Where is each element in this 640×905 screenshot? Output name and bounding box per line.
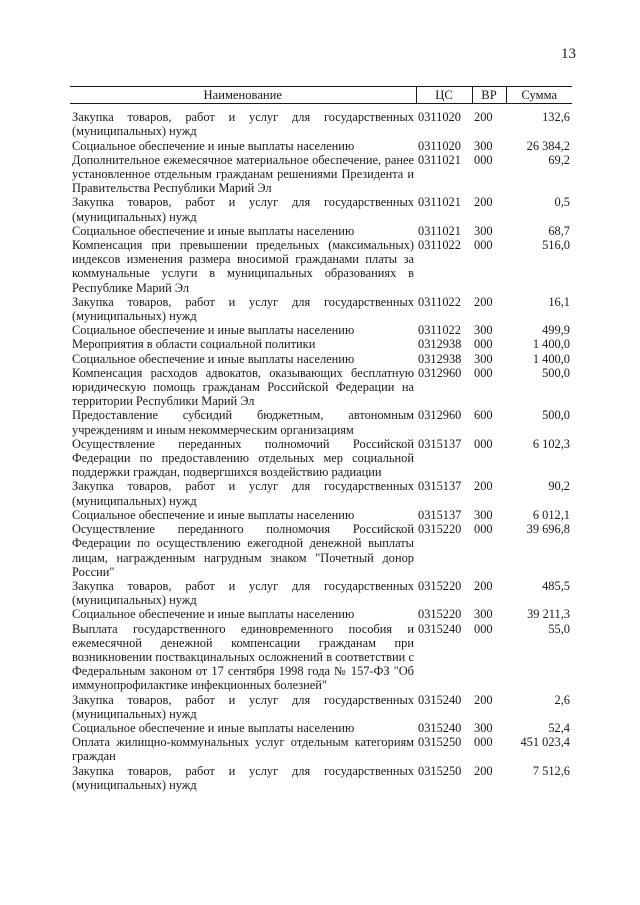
row-cs: 0315250 bbox=[418, 735, 462, 750]
table-row bbox=[70, 721, 572, 735]
row-name: Компенсация при превышении предельных (максимальных) индексов изменения размера вносимой гражданами платы за коммунальные услуги в муниципальных образованиях в Республике Марий Эл bbox=[72, 238, 414, 295]
row-vr: 000 bbox=[474, 337, 493, 352]
row-vr: 600 bbox=[474, 408, 493, 423]
row-vr: 200 bbox=[474, 195, 493, 210]
row-vr: 200 bbox=[474, 294, 493, 309]
row-cs: 0312960 bbox=[418, 408, 462, 423]
row-name: Социальное обеспечение и иные выплаты населению bbox=[72, 607, 355, 622]
row-sum: 52,4 bbox=[548, 720, 570, 735]
row-sum: 55,0 bbox=[548, 621, 570, 636]
row-sum: 16,1 bbox=[548, 294, 570, 309]
header-sum: Сумма bbox=[506, 87, 572, 104]
table-row bbox=[70, 764, 572, 792]
row-vr: 200 bbox=[474, 578, 493, 593]
row-cs: 0315220 bbox=[418, 522, 462, 537]
row-sum: 1 400,0 bbox=[532, 351, 570, 366]
row-sum: 500,0 bbox=[542, 408, 570, 423]
row-cs: 0311022 bbox=[418, 238, 461, 253]
row-sum: 500,0 bbox=[542, 365, 570, 380]
row-vr: 200 bbox=[474, 479, 493, 494]
row-sum: 6 102,3 bbox=[532, 436, 570, 451]
table-row bbox=[70, 139, 572, 153]
table-row bbox=[70, 479, 572, 507]
row-name: Закупка товаров, работ и услуг для государственных (муниципальных) нужд bbox=[72, 692, 414, 721]
row-sum: 132,6 bbox=[542, 110, 570, 125]
table-row bbox=[70, 366, 572, 409]
row-name: Закупка товаров, работ и услуг для государственных (муниципальных) нужд bbox=[72, 294, 414, 324]
table-row bbox=[70, 579, 572, 607]
row-vr: 300 bbox=[474, 507, 493, 522]
row-cs: 0315137 bbox=[418, 507, 462, 522]
row-name: Социальное обеспечение и иные выплаты населению bbox=[72, 323, 355, 338]
row-cs: 0311021 bbox=[418, 195, 461, 210]
row-name: Мероприятия в области социальной политики bbox=[72, 337, 316, 352]
row-vr: 000 bbox=[474, 365, 493, 380]
row-vr: 300 bbox=[474, 720, 493, 735]
row-cs: 0311020 bbox=[418, 138, 461, 153]
row-name: Дополнительное ежемесячное материальное обеспечение, ранее установленное отдельным гражданам решениями Президента и Правительства Республики Марий Эл bbox=[72, 152, 414, 196]
row-cs: 0315250 bbox=[418, 763, 462, 778]
row-vr: 000 bbox=[474, 522, 493, 537]
row-name: Осуществление переданного полномочия Российской Федерации по осуществлению ежегодной денежной выплаты лицам, награжденным нагрудным знаком "Почетный донор России" bbox=[72, 522, 414, 579]
header-name: Наименование bbox=[70, 87, 416, 104]
row-sum: 499,9 bbox=[542, 323, 570, 338]
row-name: Закупка товаров, работ и услуг для государственных (муниципальных) нужд bbox=[72, 479, 414, 508]
row-vr: 300 bbox=[474, 351, 493, 366]
table-row bbox=[70, 508, 572, 522]
table-row bbox=[70, 153, 572, 196]
table-body bbox=[70, 104, 572, 792]
row-cs: 0311020 bbox=[418, 110, 461, 125]
row-cs: 0315240 bbox=[418, 621, 462, 636]
row-cs: 0311021 bbox=[418, 223, 461, 238]
row-vr: 300 bbox=[474, 323, 493, 338]
row-cs: 0311022 bbox=[418, 294, 461, 309]
table-row bbox=[70, 337, 572, 351]
row-name: Закупка товаров, работ и услуг для государственных (муниципальных) нужд bbox=[72, 763, 414, 792]
row-sum: 485,5 bbox=[542, 578, 570, 593]
row-name: Социальное обеспечение и иные выплаты населению bbox=[72, 351, 355, 366]
table-row bbox=[70, 104, 572, 139]
header-vr: ВР bbox=[472, 87, 506, 104]
row-vr: 200 bbox=[474, 110, 493, 125]
row-vr: 200 bbox=[474, 692, 493, 707]
page-number: 13 bbox=[561, 46, 576, 62]
row-sum: 451 023,4 bbox=[520, 735, 570, 750]
row-name: Закупка товаров, работ и услуг для государственных (муниципальных) нужд bbox=[72, 195, 414, 224]
table-row bbox=[70, 693, 572, 721]
row-vr: 000 bbox=[474, 238, 493, 253]
row-sum: 2,6 bbox=[554, 692, 570, 707]
table-row bbox=[70, 522, 572, 579]
row-sum: 516,0 bbox=[542, 238, 570, 253]
table-row bbox=[70, 352, 572, 366]
table-row bbox=[70, 607, 572, 621]
row-name: Осуществление переданных полномочий Российской Федерации по предоставлению отдельных мер социальной поддержки граждан, подвергшихся воздействию радиации bbox=[72, 436, 414, 480]
row-sum: 39 696,8 bbox=[526, 522, 570, 537]
row-cs: 0315240 bbox=[418, 692, 462, 707]
row-vr: 300 bbox=[474, 607, 493, 622]
row-sum: 26 384,2 bbox=[526, 138, 570, 153]
row-name: Социальное обеспечение и иные выплаты населению bbox=[72, 138, 355, 153]
row-name: Социальное обеспечение и иные выплаты населению bbox=[72, 507, 355, 522]
row-sum: 69,2 bbox=[548, 152, 570, 167]
row-cs: 0315137 bbox=[418, 479, 462, 494]
row-vr: 300 bbox=[474, 138, 493, 153]
table-row bbox=[70, 408, 572, 436]
table-row bbox=[70, 195, 572, 223]
row-sum: 0,5 bbox=[554, 195, 570, 210]
row-vr: 000 bbox=[474, 436, 493, 451]
row-name: Закупка товаров, работ и услуг для государственных (муниципальных) нужд bbox=[72, 578, 414, 608]
table-row bbox=[70, 622, 572, 693]
row-cs: 0315220 bbox=[418, 607, 462, 622]
row-name: Социальное обеспечение и иные выплаты населению bbox=[72, 223, 355, 238]
table-header bbox=[70, 87, 572, 104]
row-name: Закупка товаров, работ и услуг для государственных (муниципальных) нужд bbox=[72, 110, 414, 139]
row-cs: 0312938 bbox=[418, 337, 462, 352]
row-name: Оплата жилищно-коммунальных услуг отдельным категориям граждан bbox=[72, 735, 414, 764]
row-name: Выплата государственного единовременного пособия и ежемесячной денежной компенсации гражданам при возникновении поствакцинальных осложнений в соответствии с Федеральным законом от 17 сентября 1998 года № 157-ФЗ "Об иммунопрофилактике инфекционных болезней" bbox=[72, 621, 414, 693]
header-cs: ЦС bbox=[416, 87, 472, 104]
row-vr: 000 bbox=[474, 621, 493, 636]
table-row bbox=[70, 323, 572, 337]
row-vr: 200 bbox=[474, 763, 493, 778]
row-name: Социальное обеспечение и иные выплаты населению bbox=[72, 720, 355, 735]
row-cs: 0315220 bbox=[418, 578, 462, 593]
table-row bbox=[70, 224, 572, 238]
table-row bbox=[70, 295, 572, 323]
row-cs: 0315240 bbox=[418, 720, 462, 735]
row-cs: 0312938 bbox=[418, 351, 462, 366]
row-sum: 39 211,3 bbox=[527, 607, 570, 622]
row-cs: 0311021 bbox=[418, 152, 461, 167]
table-row bbox=[70, 238, 572, 295]
row-name: Предоставление субсидий бюджетным, автономным учреждениям и иным некоммерческим организациям bbox=[72, 408, 414, 437]
row-sum: 90,2 bbox=[548, 479, 570, 494]
table-row bbox=[70, 735, 572, 763]
row-vr: 000 bbox=[474, 152, 493, 167]
budget-table bbox=[70, 86, 572, 792]
row-sum: 68,7 bbox=[548, 223, 570, 238]
table-row bbox=[70, 437, 572, 480]
row-cs: 0312960 bbox=[418, 365, 462, 380]
row-vr: 000 bbox=[474, 735, 493, 750]
row-cs: 0315137 bbox=[418, 436, 462, 451]
row-sum: 6 012,1 bbox=[532, 507, 570, 522]
row-sum: 1 400,0 bbox=[532, 337, 570, 352]
row-vr: 300 bbox=[474, 223, 493, 238]
row-cs: 0311022 bbox=[418, 323, 461, 338]
row-sum: 7 512,6 bbox=[532, 763, 570, 778]
row-name: Компенсация расходов адвокатов, оказывающих бесплатную юридическую помощь гражданам Российской Федерации на территории Республики Марий Эл bbox=[72, 365, 414, 409]
